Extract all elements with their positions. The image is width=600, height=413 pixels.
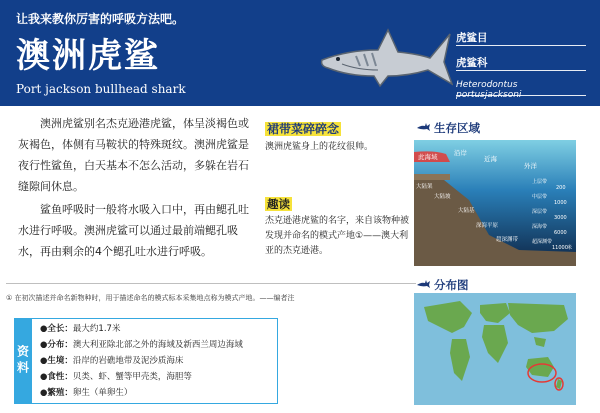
paragraph: 澳洲虎鲨别名杰克逊港虎鲨，体呈淡褐色或灰褐色，体侧有马鞍状的特殊斑纹。澳洲虎鲨是夜行性鲨鱼，白天基本不怎么活动，多躲在岩石缝隙间休息。: [18, 117, 249, 193]
terrain-label: 深海平原: [476, 223, 499, 229]
page-title-english: Port jackson bullhead shark: [16, 82, 186, 96]
depth-value: 6000: [554, 230, 567, 236]
zone-label: 此海域: [418, 153, 438, 161]
page-title: 澳洲虎鲨: [16, 36, 160, 76]
paragraph: 鲨鱼呼吸时一般将水吸入口中，再由鳃孔吐水进行呼吸。澳洲虎鲨可以通过最前端鳃孔吸水，再由剩余的4个鳃孔吐水进行呼吸。: [18, 203, 249, 258]
info-item: ●分布：澳大利亚除北部之外的海域及新西兰周边海域: [40, 340, 243, 350]
header-banner: [0, 0, 600, 106]
zone-label: 近海: [484, 155, 497, 163]
terrain-label: 超深渊带: [496, 237, 519, 243]
depth-value: 1000: [554, 200, 567, 206]
info-item: ●繁殖：卵生（单卵生）: [40, 388, 133, 398]
info-item: ●食性：贝类、虾、蟹等甲壳类，海胆等: [40, 372, 192, 382]
scientific-name: Heterodontus portusjacksoni: [456, 80, 522, 100]
shark-mini-icon: [416, 122, 431, 132]
divider: [456, 70, 586, 71]
taxon-order: 虎鲨目: [456, 32, 488, 44]
terrain-label: 大陆基: [458, 208, 475, 214]
terrain-label: 大陆架: [416, 184, 433, 190]
trivia-title: 裙带菜碎碎念: [267, 122, 340, 136]
fun-read-title: 趣读: [267, 197, 290, 211]
depth-value: 11000: [552, 245, 568, 251]
header-subtitle: 让我来教你厉害的呼吸方法吧。: [16, 12, 185, 26]
info-tag: 资料: [14, 318, 32, 404]
habitat-diagram: [414, 140, 576, 266]
main-description: [18, 113, 253, 264]
footnote: ① 在初次描述并命名新物种时，用于描述命名的模式标本采集地点称为模式产地。——编者注: [6, 294, 295, 302]
info-item: ●全长：最大约1.7米: [40, 324, 121, 334]
depth-zone-label: 深海带: [532, 224, 548, 230]
info-list: [40, 321, 275, 401]
zone-label: 外洋: [524, 162, 537, 170]
distribution-title: 分布图: [434, 278, 469, 292]
trivia-text: 澳洲虎鲨身上的花纹很帅。: [265, 142, 374, 152]
depth-zone-label: 超深渊带: [532, 239, 553, 245]
fun-read-text: 杰克逊港虎鲨的名字，来自该物种被发现并命名的模式产地①——澳大利亚的杰克逊港。: [265, 216, 410, 256]
zone-label: 沿岸: [454, 149, 467, 157]
fish-mini-icon: [416, 279, 431, 289]
depth-zone-label: 上层带: [532, 179, 548, 185]
info-item: ●生境：沿岸的岩礁地带及泥沙质海床: [40, 356, 184, 366]
habitat-title: 生存区域: [434, 121, 480, 135]
divider: [6, 283, 416, 284]
divider: [456, 95, 586, 96]
taxon-family: 虎鲨科: [456, 57, 488, 69]
depth-zone-label: 中层带: [532, 194, 548, 200]
depth-zone-label: 深层带: [532, 209, 548, 215]
depth-value: 200: [556, 185, 566, 191]
shark-illustration: [318, 20, 453, 90]
divider: [456, 45, 586, 46]
depth-value: 3000: [554, 215, 567, 221]
terrain-label: 大陆坡: [434, 194, 451, 200]
depth-unit: 米: [567, 245, 573, 251]
distribution-map: [414, 293, 576, 405]
